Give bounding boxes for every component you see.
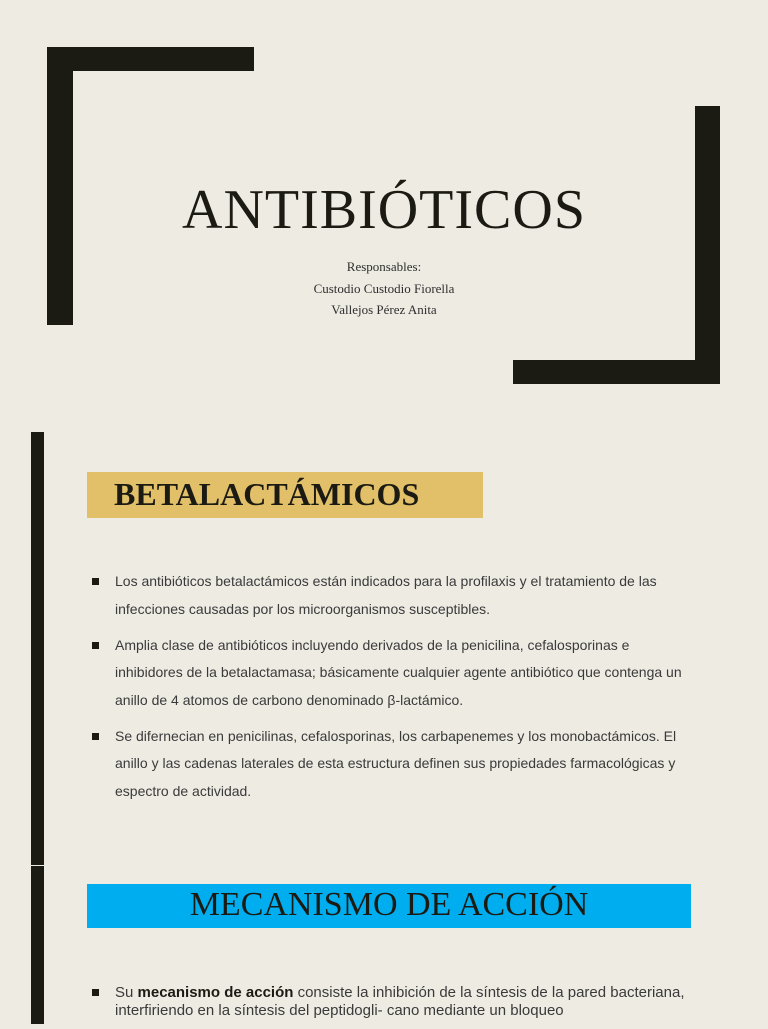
section-heading: MECANISMO DE ACCIÓN [87, 884, 691, 928]
square-bullet-icon [92, 578, 99, 585]
slide-accent-bar [31, 432, 44, 865]
mecanismo-slide [0, 866, 768, 1024]
betalactamicos-slide [0, 432, 768, 865]
presentation-title: ANTIBIÓTICOS [182, 179, 586, 241]
square-bullet-icon [92, 989, 99, 996]
credits-block [0, 256, 768, 321]
title-slide [0, 0, 768, 420]
frame-bracket-top [47, 47, 254, 71]
bullet-list [88, 984, 688, 1029]
list-item [88, 568, 688, 623]
list-item [88, 984, 688, 1020]
list-item-text-post: consiste la inhibición de la síntesis de la pared bacteriana, interfiriendo en la síntesis del peptidogli- cano mediante un bloqueo [115, 984, 685, 1019]
author-name: Custodio Custodio Fiorella [313, 280, 455, 296]
list-item-text: Amplia clase de antibióticos incluyendo derivados de la penicilina, cefalosporinas e inhibidores de la betalactamasa; básicamente cualquier agente antibiótico que contenga un anillo de 4 atomos de carbono denominado β-lactámico. [115, 636, 682, 708]
list-item-text: Los antibióticos betalactámicos están indicados para la profilaxis y el tratamiento de las infecciones causadas por los microorganismos susceptibles. [115, 573, 657, 617]
list-item [88, 632, 688, 715]
slide-accent-bar [31, 866, 44, 1024]
frame-bracket-bottom [513, 360, 720, 384]
square-bullet-icon [92, 733, 99, 740]
section-heading: BETALACTÁMICOS [87, 472, 483, 518]
list-item [88, 723, 688, 806]
list-item-text-pre: Su [115, 984, 138, 1001]
author-name: Vallejos Pérez Anita [331, 302, 437, 317]
list-item-bold-term: mecanismo de acción [137, 984, 294, 1001]
credits-label: Responsables: [346, 259, 422, 274]
bullet-list [88, 568, 688, 814]
square-bullet-icon [92, 642, 99, 649]
frame-bracket-right [695, 106, 720, 384]
list-item-text: Se difernecian en penicilinas, cefalosporinas, los carbapenemes y los monobactámicos. El anillo y las cadenas laterales de esta estructura definen sus propiedades farmacológicas y espectro de actividad. [115, 727, 677, 799]
